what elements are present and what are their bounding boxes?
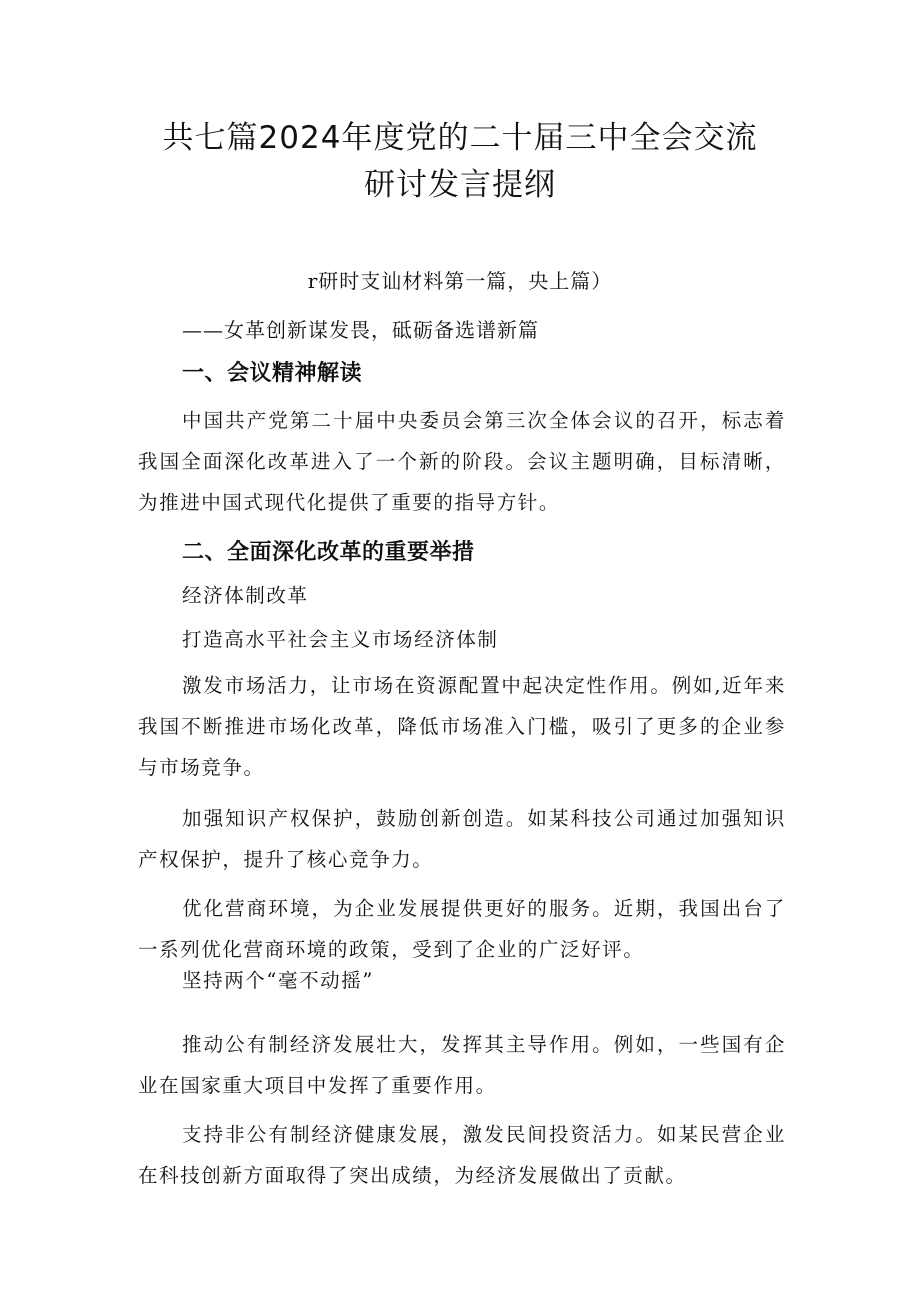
document-title-line1: 共七篇2024年度党的二十届三中全会交流 [162, 120, 758, 156]
paragraph-market-vitality: 激发市场活力，让市场在资源配置中起决定性作用。例如,近年来我国不断推进市场化改革，降低市场准入门槛，吸引了更多的企业参与市场竞争。 [138, 674, 786, 779]
section1-heading: 一、会议精神解读 [182, 361, 363, 386]
document-subtitle: r研时支讪材料第一篇，央上篇） [307, 269, 613, 293]
paragraph-private-economy: 支持非公有制经济健康发展，激发民间投资活力。如某民营企业在科技创新方面取得了突出成绩，为经济发展做出了贡献。 [138, 1123, 786, 1187]
section2-heading: 二、全面深化改革的重要举措 [182, 540, 475, 565]
subheading-market-economy: 打造高水平社会主义市场经济体制 [182, 628, 499, 651]
subheading-two-unwavering: 坚持两个“毫不动摇” [182, 969, 374, 992]
paragraph-public-economy: 推动公有制经济发展壮大，发挥其主导作用。例如，一些国有企业在国家重大项目中发挥了重要作用。 [138, 1033, 786, 1097]
subheading-economic-reform: 经济体制改革 [182, 584, 309, 607]
section1-paragraph: 中国共产党第二十届中央委员会第三次全体会议的召开，标志着我国全面深化改革进入了一个新的阶段。会议主题明确，目标清晰，为推进中国式现代化提供了重要的指导方针。 [138, 409, 786, 514]
document-title-line2: 研讨发言提纲 [364, 167, 556, 203]
paragraph-business-environment: 优化营商环境，为企业发展提供更好的服务。近期，我国出台了一系列优化营商环境的政策，受到了企业的广泛好评。 [138, 897, 786, 961]
document-tagline: ——女革创新谋发畏，砥砺备选谱新篇 [182, 318, 539, 342]
paragraph-ip-protection: 加强知识产权保护，鼓励创新创造。如某科技公司通过加强知识产权保护，提升了核心竞争力。 [138, 807, 786, 871]
